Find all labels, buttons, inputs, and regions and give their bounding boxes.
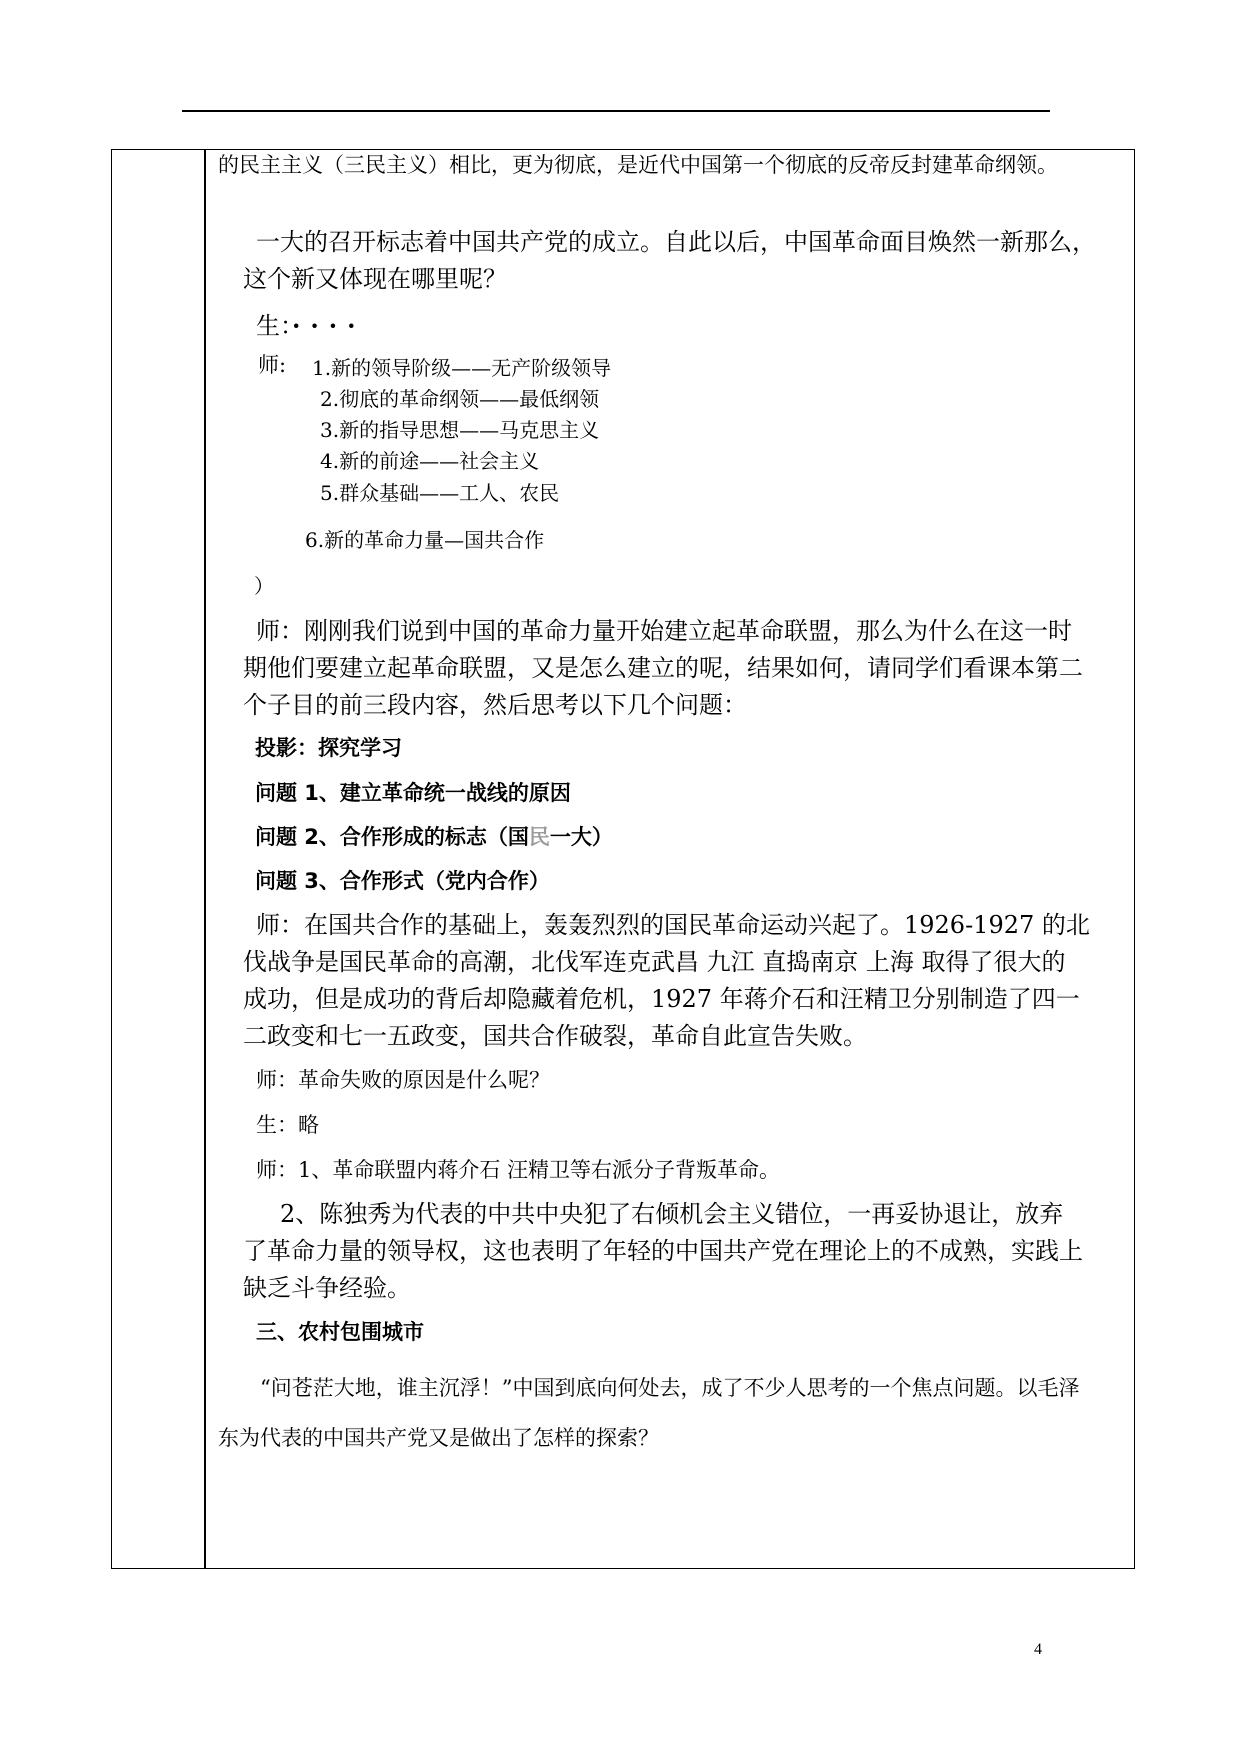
question-1: 问题 1、建立革命统一战线的原因 (255, 781, 571, 805)
paragraph-northern-line-2: 伐战争是国民革命的高潮，北伐军连克武昌 九江 直捣南京 上海 取得了很大的 (243, 948, 1066, 976)
paragraph-alliance-line-3: 个子目的前三段内容，然后思考以下几个问题： (243, 691, 747, 719)
question-3: 问题 3、合作形式（党内合作） (255, 869, 550, 893)
teacher-label: 师: (258, 353, 287, 377)
paragraph-first-congress-line-2: 这个新又体现在哪里呢？ (243, 265, 507, 293)
point-3: 3.新的指导思想——马克思主义 (320, 418, 600, 442)
paragraph-northern-line-4: 二政变和七一五政变，国共合作破裂，革命自此宣告失败。 (243, 1022, 867, 1050)
question-2-prefix: 问题 2、合作形成的标志（国 (255, 825, 529, 849)
reason-2-line-3: 缺乏斗争经验。 (243, 1274, 411, 1302)
point-4: 4.新的前途——社会主义 (320, 449, 540, 473)
student-response-line (256, 311, 366, 340)
projection-title: 投影：探究学习 (255, 736, 402, 760)
student-label: 生： (256, 312, 292, 340)
question-2-faded-char: 民 (528, 825, 550, 849)
point-1: 1.新的领导阶级——无产阶级领导 (312, 356, 612, 380)
header-rule (182, 110, 1050, 112)
reason-2-line-2: 了革命力量的领导权，这也表明了年轻的中国共产党在理论上的不成熟，实践上 (243, 1237, 1083, 1265)
point-6: 6.新的革命力量—国共合作 (305, 528, 545, 552)
closing-line-2: 东为代表的中国共产党又是做出了怎样的探索？ (218, 1426, 659, 1450)
reason-2-line-1: 2、陈独秀为代表的中共中央犯了右倾机会主义错位，一再妥协退让，放弃 (280, 1200, 1064, 1228)
section-three-title: 三、农村包围城市 (256, 1320, 424, 1344)
paragraph-northern-line-1: 师：在国共合作的基础上，轰轰烈烈的国民革命运动兴起了。1926-1927 的北 (256, 911, 1090, 939)
paragraph-northern-line-3: 成功，但是成功的背后却隐藏着危机，1927 年蒋介石和汪精卫分别制造了四一 (243, 985, 1080, 1013)
continued-text-line: 的民主主义（三民主义）相比，更为彻底，是近代中国第一个彻底的反帝反封建革命纲领。 (218, 153, 1058, 177)
page-number: 4 (1034, 1641, 1042, 1658)
paragraph-alliance-line-1: 师：刚刚我们说到中国的革命力量开始建立起革命联盟，那么为什么在这一时 (256, 617, 1072, 645)
teacher-question: 师：革命失败的原因是什么呢？ (256, 1068, 550, 1092)
point-2: 2.彻底的革命纲领——最低纲领 (320, 387, 600, 411)
closing-parenthesis: ） (254, 574, 274, 598)
teacher-reason-1: 师：1、革命联盟内蒋介石 汪精卫等右派分子背叛革命。 (256, 1158, 781, 1182)
paragraph-alliance-line-2: 期他们要建立起革命联盟，又是怎么建立的呢，结果如何，请同学们看课本第二 (243, 654, 1083, 682)
lesson-content-cell (206, 149, 1134, 1567)
student-dots: ···· (292, 311, 366, 340)
question-2 (255, 827, 613, 848)
paragraph-first-congress-line-1: 一大的召开标志着中国共产党的成立。自此以后，中国革命面目焕然一新那么， (256, 228, 1096, 256)
point-5: 5.群众基础——工人、农民 (320, 481, 560, 505)
student-answer: 生：略 (256, 1113, 319, 1137)
question-2-suffix: 一大） (549, 825, 613, 849)
closing-line-1: “问苍茫大地，谁主沉浮！”中国到底向何处去，成了不少人思考的一个焦点问题。以毛泽 (260, 1376, 1080, 1400)
